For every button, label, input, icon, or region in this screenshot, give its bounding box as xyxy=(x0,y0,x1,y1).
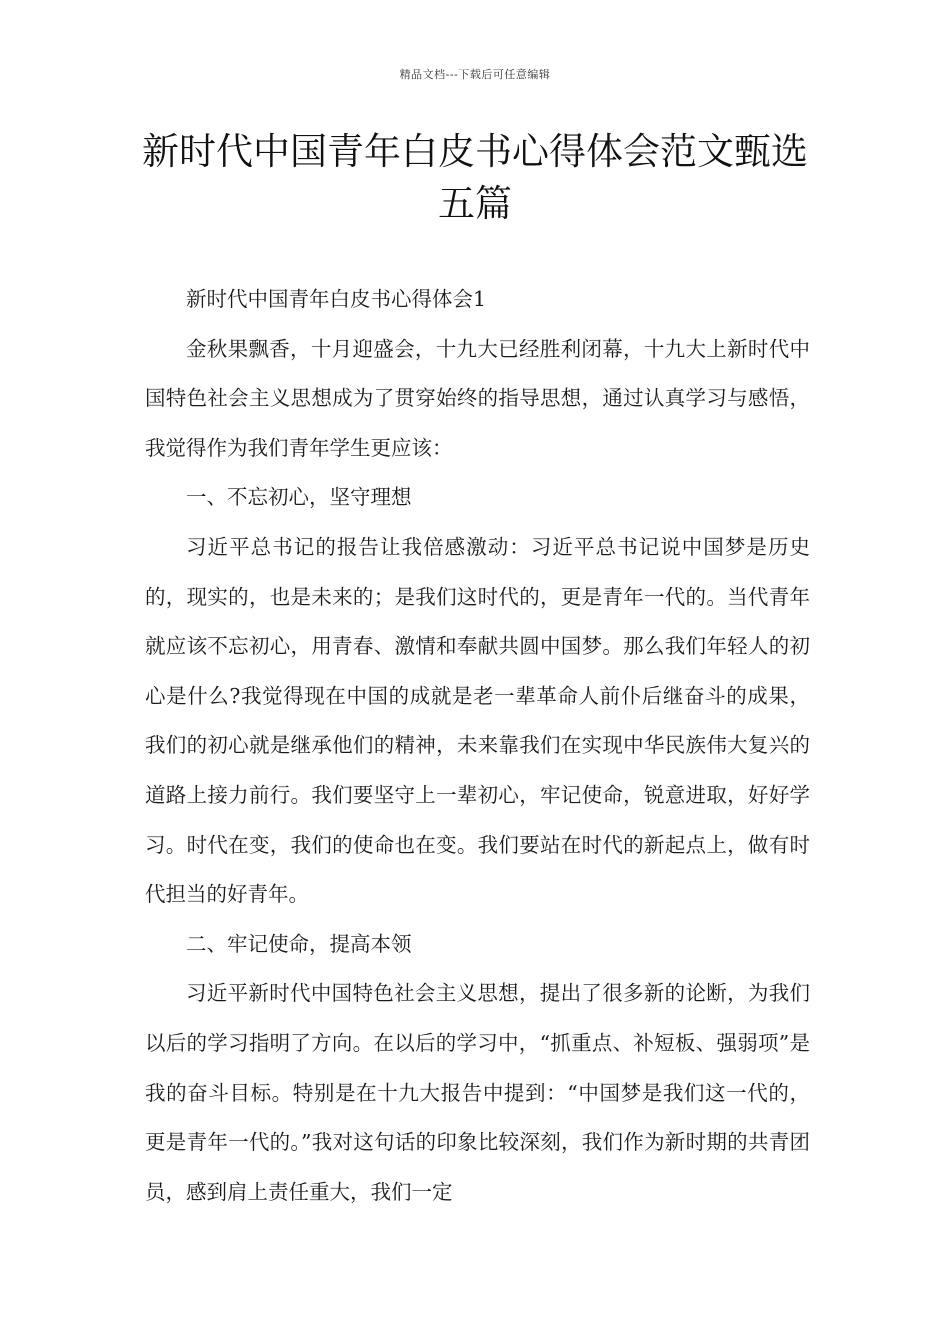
section-heading: 新时代中国青年白皮书心得体会1 xyxy=(186,287,487,311)
sub-heading: 一、不忘初心，坚守理想 xyxy=(186,485,412,510)
document-body xyxy=(145,275,810,1217)
document-title: 新时代中国青年白皮书心得体会范文甄选五篇 xyxy=(142,130,808,225)
body-paragraph: 金秋果飘香，十月迎盛会，十九大已经胜利闭幕，十九大上新时代中国特色社会主义思想成为了贯穿始终的指导思想，通过认真学习与感悟，我觉得作为我们青年学生更应该： xyxy=(145,336,810,460)
header-note: 精品文档---下载后可任意编辑 xyxy=(399,68,551,81)
body-paragraph: 习近平新时代中国特色社会主义思想，提出了很多新的论断，为我们以后的学习指明了方向。在以后的学习中，“抓重点、补短板、强弱项”是我的奋斗目标。特别是在十九大报告中提到：“中国梦是我们这一代的，更是青年一代的。”我对这句话的印象比较深刻，我们作为新时期的共青团员，感到肩上责任重大，我们一定 xyxy=(145,981,810,1204)
sub-heading: 二、牢记使命，提高本领 xyxy=(186,931,412,956)
body-paragraph: 习近平总书记的报告让我倍感激动：习近平总书记说中国梦是历史的，现实的，也是未来的；是我们这时代的，更是青年一代的。当代青年就应该不忘初心，用青春、激情和奉献共圆中国梦。那么我们年轻人的初心是什么?我觉得现在中国的成就是老一辈革命人前仆后继奋斗的成果，我们的初心就是继承他们的精神，未来靠我们在实现中华民族伟大复兴的道路上接力前行。我们要坚守上一辈初心，牢记使命，锐意进取，好好学习。时代在变，我们的使命也在变。我们要站在时代的新起点上，做有时代担当的好青年。 xyxy=(145,534,810,907)
